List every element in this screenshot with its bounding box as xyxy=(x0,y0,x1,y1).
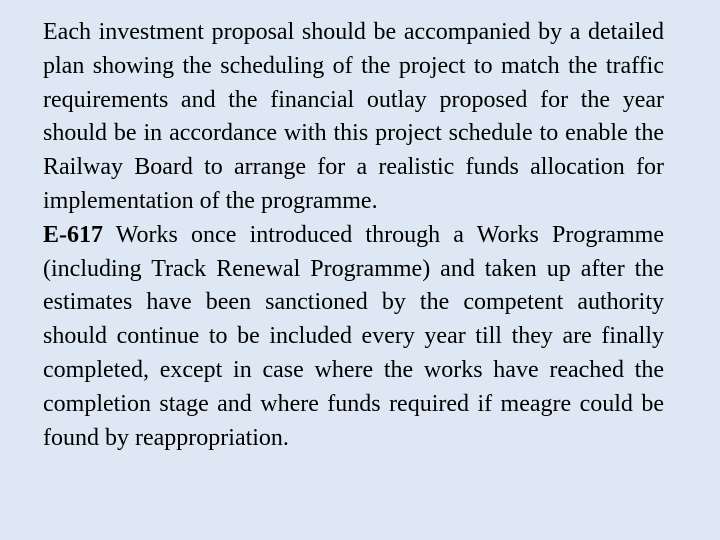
rule-text-e-617: Works once introduced through a Works Programme (including Track Renewal Programme) and taken up after the estimates have been sanctioned by the competent authority should continue to be included every year till they are finally completed, except in case where the works have reached the completion stage and where funds required if meagre could be found by reappropriation. xyxy=(43,221,664,451)
rule-code-e-617: E-617 xyxy=(43,221,103,248)
paragraph-e-617 xyxy=(43,219,664,456)
paragraph-investment-proposal: Each investment proposal should be accompanied by a detailed plan showing the scheduling of the project to match the traffic requirements and the financial outlay proposed for the year should be in accordance with this project schedule to enable the Railway Board to arrange for a realistic funds allocation for implementation of the programme. xyxy=(43,19,664,214)
